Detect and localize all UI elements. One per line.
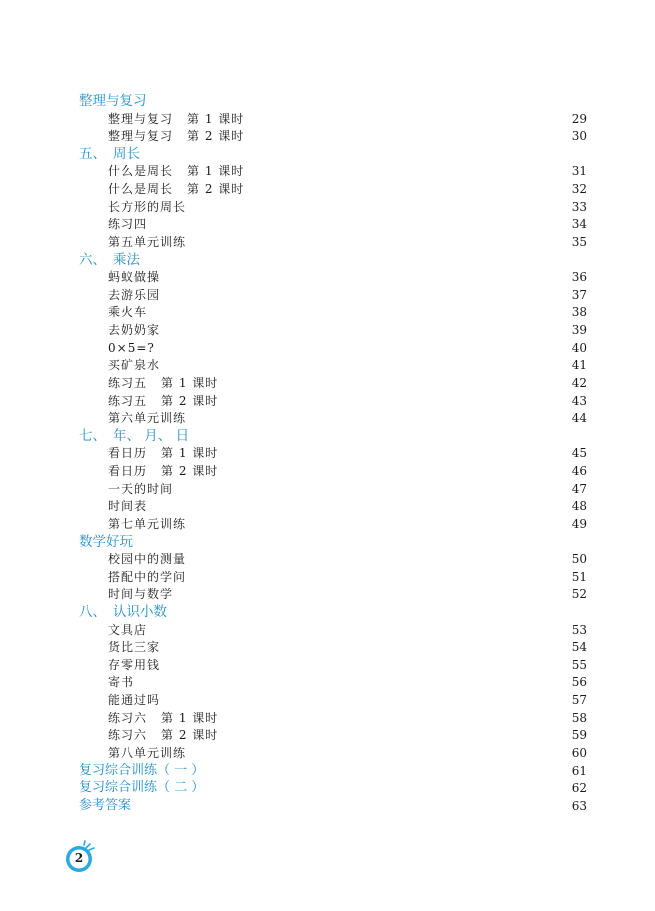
entry-page-number: 60 bbox=[571, 745, 587, 760]
toc-entry bbox=[0, 162, 655, 180]
entry-page-number: 44 bbox=[571, 411, 587, 426]
entry-page-number: 49 bbox=[571, 516, 587, 531]
entry-lesson: 第 1 课时 bbox=[161, 375, 219, 390]
toc-entry bbox=[0, 480, 655, 498]
section-heading bbox=[79, 251, 140, 269]
toc-entry bbox=[0, 374, 655, 392]
section-heading bbox=[79, 92, 147, 110]
leader-dots bbox=[250, 110, 563, 128]
toc-entry bbox=[0, 462, 655, 480]
entry-page-number: 62 bbox=[571, 781, 587, 796]
section-heading bbox=[79, 145, 140, 163]
toc-entry bbox=[0, 497, 655, 515]
leader-dots bbox=[153, 303, 563, 321]
section-heading bbox=[79, 603, 167, 621]
section-title: 年、 月、 日 bbox=[113, 427, 190, 444]
leader-dots bbox=[224, 709, 563, 727]
toc-entry bbox=[0, 726, 655, 744]
toc-entry bbox=[0, 392, 655, 410]
toc-entry bbox=[0, 762, 655, 780]
leader-dots bbox=[137, 797, 563, 815]
entry-title: 存零用钱 bbox=[108, 657, 161, 672]
leader-dots bbox=[166, 656, 563, 674]
entry-page-number: 59 bbox=[571, 728, 587, 743]
entry-title: 第六单元训练 bbox=[108, 411, 187, 426]
entry-label bbox=[108, 339, 159, 357]
entry-lesson: 第 2 课时 bbox=[161, 464, 219, 479]
toc-entry bbox=[0, 339, 655, 357]
entry-label bbox=[108, 392, 222, 410]
entry-page-number: 35 bbox=[571, 234, 587, 249]
entry-title: 校园中的测量 bbox=[108, 552, 187, 567]
section-number: 八、 bbox=[79, 603, 106, 620]
entry-lesson: 第 1 课时 bbox=[187, 164, 245, 179]
entry-label bbox=[108, 303, 151, 321]
leader-dots bbox=[192, 568, 563, 586]
entry-label bbox=[108, 726, 222, 744]
entry-label bbox=[108, 321, 164, 339]
leader-dots bbox=[192, 233, 563, 251]
entry-label bbox=[108, 568, 190, 586]
leader-dots bbox=[250, 180, 563, 198]
leader-dots bbox=[166, 638, 563, 656]
entry-page-number: 39 bbox=[571, 323, 587, 338]
entry-page-number: 46 bbox=[571, 464, 587, 479]
entry-label bbox=[108, 233, 190, 251]
entry-lesson: 第 1 课时 bbox=[161, 446, 219, 461]
toc-entry bbox=[0, 550, 655, 568]
leader-dots bbox=[179, 480, 563, 498]
entry-label bbox=[108, 515, 190, 533]
entry-page-number: 47 bbox=[571, 481, 587, 496]
toc-entry bbox=[0, 127, 655, 145]
entry-label bbox=[108, 621, 151, 639]
entry-page-number: 30 bbox=[571, 129, 587, 144]
leader-dots bbox=[166, 691, 563, 709]
leader-dots bbox=[250, 162, 563, 180]
toc-entry bbox=[0, 515, 655, 533]
toc-entry bbox=[0, 110, 655, 128]
leader-dots bbox=[192, 744, 563, 762]
leader-dots bbox=[192, 198, 563, 216]
toc-entry bbox=[0, 691, 655, 709]
entry-title: 买矿泉水 bbox=[108, 358, 161, 373]
entry-title: 蚂蚁做操 bbox=[108, 270, 161, 285]
entry-title: 练习六 bbox=[108, 728, 148, 743]
toc-entry bbox=[0, 673, 655, 691]
entry-lesson: 第 2 课时 bbox=[161, 393, 219, 408]
entry-title: 看日历 bbox=[108, 464, 148, 479]
entry-page-number: 40 bbox=[571, 340, 587, 355]
entry-title: 参考答案 bbox=[79, 797, 132, 813]
entry-page-number: 54 bbox=[571, 640, 587, 655]
entry-title: 什么是周长 bbox=[108, 164, 174, 179]
leader-dots bbox=[166, 268, 563, 286]
entry-label bbox=[108, 462, 222, 480]
leader-dots bbox=[250, 127, 563, 145]
entry-label bbox=[108, 127, 248, 145]
entry-title: 第七单元训练 bbox=[108, 516, 187, 531]
entry-lesson: 第 2 课时 bbox=[187, 182, 245, 197]
entry-page-number: 53 bbox=[571, 622, 587, 637]
entry-page-number: 48 bbox=[571, 499, 587, 514]
entry-title: 乘火车 bbox=[108, 305, 148, 320]
toc-entry bbox=[0, 215, 655, 233]
toc-entry bbox=[0, 621, 655, 639]
section-heading bbox=[79, 427, 189, 445]
entry-label bbox=[108, 480, 177, 498]
leader-dots bbox=[166, 286, 563, 304]
leader-dots bbox=[140, 673, 563, 691]
entry-page-number: 32 bbox=[571, 182, 587, 197]
toc-entry bbox=[0, 268, 655, 286]
entry-page-number: 56 bbox=[571, 675, 587, 690]
leader-dots bbox=[224, 392, 563, 410]
entry-label bbox=[108, 268, 164, 286]
leader-dots bbox=[166, 321, 563, 339]
leader-dots bbox=[210, 779, 563, 797]
entry-label bbox=[108, 162, 248, 180]
entry-title: 练习五 bbox=[108, 375, 148, 390]
entry-label bbox=[108, 550, 190, 568]
entry-label bbox=[108, 286, 164, 304]
leader-dots bbox=[210, 762, 563, 780]
entry-label bbox=[108, 691, 164, 709]
toc-entry bbox=[0, 568, 655, 586]
toc-entry bbox=[0, 233, 655, 251]
toc-section bbox=[0, 251, 655, 269]
entry-page-number: 45 bbox=[571, 446, 587, 461]
entry-title: 复习综合训练（ 二 ） bbox=[79, 780, 205, 796]
entry-title: 第五单元训练 bbox=[108, 234, 187, 249]
leader-dots bbox=[166, 356, 563, 374]
entry-lesson: 第 2 课时 bbox=[187, 129, 245, 144]
entry-page-number: 37 bbox=[571, 287, 587, 302]
entry-title: 寄书 bbox=[108, 675, 135, 690]
entry-title: 整理与复习 bbox=[108, 129, 174, 144]
entry-page-number: 63 bbox=[571, 798, 587, 813]
entry-title: 复习综合训练（ 一 ） bbox=[79, 762, 205, 778]
entry-page-number: 31 bbox=[571, 164, 587, 179]
entry-label bbox=[108, 709, 222, 727]
entry-lesson: 第 1 课时 bbox=[161, 710, 219, 725]
entry-label bbox=[108, 444, 222, 462]
leader-dots bbox=[192, 550, 563, 568]
section-title: 整理与复习 bbox=[79, 93, 147, 109]
entry-page-number: 61 bbox=[571, 763, 587, 778]
leader-dots bbox=[192, 515, 563, 533]
leader-dots bbox=[153, 497, 563, 515]
leader-dots bbox=[161, 339, 563, 357]
toc-section bbox=[0, 603, 655, 621]
toc-entry bbox=[0, 303, 655, 321]
entry-page-number: 51 bbox=[571, 569, 587, 584]
entry-lesson: 第 2 课时 bbox=[161, 728, 219, 743]
toc-entry bbox=[0, 321, 655, 339]
entry-page-number: 57 bbox=[571, 693, 587, 708]
entry-title: 时间表 bbox=[108, 499, 148, 514]
toc-section bbox=[0, 92, 655, 110]
entry-page-number: 29 bbox=[571, 111, 587, 126]
entry-label bbox=[108, 497, 151, 515]
entry-title: 去奶奶家 bbox=[108, 323, 161, 338]
toc-entry bbox=[0, 356, 655, 374]
toc-entry bbox=[0, 779, 655, 797]
section-title: 认识小数 bbox=[113, 603, 167, 620]
leader-dots bbox=[153, 621, 563, 639]
entry-page-number: 34 bbox=[571, 217, 587, 232]
entry-title: 能通过吗 bbox=[108, 693, 161, 708]
entry-page-number: 42 bbox=[571, 375, 587, 390]
toc-entry bbox=[0, 198, 655, 216]
entry-title: 一天的时间 bbox=[108, 481, 174, 496]
entry-title: 文具店 bbox=[108, 622, 148, 637]
leader-dots bbox=[153, 215, 563, 233]
leader-dots bbox=[224, 444, 563, 462]
toc-entry bbox=[0, 286, 655, 304]
entry-label bbox=[79, 762, 208, 780]
leader-dots bbox=[179, 585, 563, 603]
entry-label bbox=[108, 374, 222, 392]
entry-title: 练习六 bbox=[108, 710, 148, 725]
toc-entry bbox=[0, 638, 655, 656]
toc-entry bbox=[0, 180, 655, 198]
section-heading bbox=[79, 533, 133, 551]
entry-title: 看日历 bbox=[108, 446, 148, 461]
toc-entry bbox=[0, 709, 655, 727]
section-title: 数学好玩 bbox=[79, 533, 133, 550]
entry-title: 去游乐园 bbox=[108, 287, 161, 302]
toc-entry bbox=[0, 656, 655, 674]
section-number: 五、 bbox=[79, 145, 106, 162]
toc-entry bbox=[0, 797, 655, 815]
entry-label bbox=[108, 409, 190, 427]
entry-title: 搭配中的学问 bbox=[108, 569, 187, 584]
entry-page-number: 33 bbox=[571, 199, 587, 214]
entry-title: 练习四 bbox=[108, 217, 148, 232]
section-number: 六、 bbox=[79, 251, 106, 268]
entry-title: 第八单元训练 bbox=[108, 745, 187, 760]
entry-page-number: 43 bbox=[571, 393, 587, 408]
entry-label bbox=[79, 779, 208, 797]
entry-lesson: 第 1 课时 bbox=[187, 111, 245, 126]
entry-label bbox=[108, 198, 190, 216]
leader-dots bbox=[224, 374, 563, 392]
entry-label bbox=[79, 797, 135, 815]
section-title: 乘法 bbox=[113, 251, 140, 268]
toc-entry bbox=[0, 409, 655, 427]
toc-entry bbox=[0, 585, 655, 603]
leader-dots bbox=[224, 462, 563, 480]
toc-entry bbox=[0, 744, 655, 762]
entry-page-number: 38 bbox=[571, 305, 587, 320]
entry-page-number: 52 bbox=[571, 587, 587, 602]
section-number: 七、 bbox=[79, 427, 106, 444]
entry-label bbox=[108, 110, 248, 128]
entry-label bbox=[108, 673, 138, 691]
entry-label bbox=[108, 215, 151, 233]
entry-label bbox=[108, 744, 190, 762]
entry-page-number: 58 bbox=[571, 710, 587, 725]
entry-title: 什么是周长 bbox=[108, 182, 174, 197]
leader-dots bbox=[192, 409, 563, 427]
entry-title: 长方形的周长 bbox=[108, 199, 187, 214]
toc-section bbox=[0, 427, 655, 445]
entry-title: 时间与数学 bbox=[108, 587, 174, 602]
entry-label bbox=[108, 180, 248, 198]
toc-section bbox=[0, 145, 655, 163]
entry-title: 0×5=? bbox=[108, 340, 155, 355]
toc-section bbox=[0, 533, 655, 551]
entry-page-number: 50 bbox=[571, 552, 587, 567]
entry-title: 整理与复习 bbox=[108, 111, 174, 126]
section-title: 周长 bbox=[113, 145, 140, 162]
page-number: 2 bbox=[74, 851, 84, 865]
entry-label bbox=[108, 656, 164, 674]
entry-page-number: 41 bbox=[571, 358, 587, 373]
leader-dots bbox=[224, 726, 563, 744]
entry-page-number: 36 bbox=[571, 270, 587, 285]
entry-page-number: 55 bbox=[571, 657, 587, 672]
entry-title: 货比三家 bbox=[108, 640, 161, 655]
entry-label bbox=[108, 638, 164, 656]
entry-label bbox=[108, 356, 164, 374]
entry-title: 练习五 bbox=[108, 393, 148, 408]
toc-entry bbox=[0, 444, 655, 462]
entry-label bbox=[108, 585, 177, 603]
